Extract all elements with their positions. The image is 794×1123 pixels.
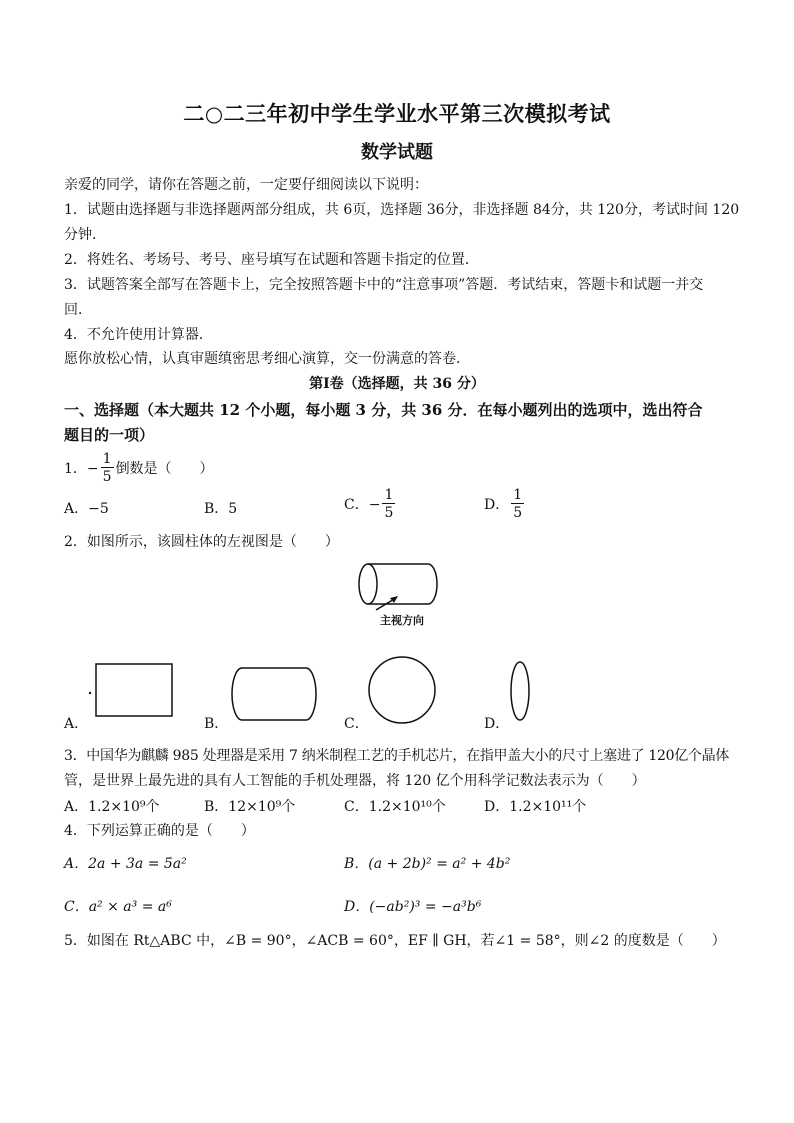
instruction-2: 2．将姓名、考场号、考号、座号填写在试题和答题卡指定的位置．	[64, 252, 479, 268]
instruction-3-line1: 3．试题答案全部写在答题卡上，完全按照答题卡中的“注意事项”答题．考试结束，答题卡和试题一并交	[64, 277, 704, 293]
section-heading-line2: 题目的一项）	[64, 426, 155, 444]
q1-c-fraction	[382, 488, 395, 520]
question-4-stem: 4．下列运算正确的是（ ）	[64, 823, 255, 839]
instructions-closing: 愿你放松心情，认真审题缜密思考细心演算，交一份满意的答卷．	[64, 351, 470, 367]
q1-c-den: 5	[384, 505, 394, 521]
q1-option-d	[484, 488, 526, 520]
exam-title: 二○二三年初中学生学业水平第三次模拟考试	[183, 101, 611, 126]
q1-fraction	[101, 452, 114, 484]
question-1-stem	[64, 452, 214, 484]
instruction-1-line1: 1．试题由选择题与非选择题两部分组成，共 6页，选择题 36分，非选择题 84分，共 120分，考试时间 120	[64, 202, 740, 218]
instructions-greeting: 亲爱的同学，请你在答题之前，一定要仔细阅读以下说明：	[64, 177, 428, 193]
q1-option-b: B．5	[204, 501, 238, 517]
question-5-stem: 5．如图在 Rt△ABC 中，∠B = 90°，∠ACB = 60°，EF ∥ GH，若∠1 = 58°，则∠2 的度数是（ ）	[64, 933, 726, 949]
q4-option-a: A．2a + 3a = 5a²	[64, 856, 187, 872]
q1-frac-num: 1	[102, 451, 112, 467]
exam-subtitle: 数学试题	[361, 142, 433, 163]
figure-view-direction-label: 主视方向	[380, 614, 424, 627]
q3-option-d: D．1.2×10¹¹个	[484, 799, 587, 815]
q3-option-b: B．12×10⁹个	[204, 799, 296, 815]
q1-d-num: 1	[513, 487, 523, 503]
q4-option-c: C．a² × a³ = a⁶	[64, 899, 172, 915]
q1-frac-den: 5	[102, 469, 112, 485]
instruction-1-line2: 分钟．	[64, 227, 106, 243]
q1-c-num: 1	[384, 487, 394, 503]
q2-option-d-ellipse	[508, 658, 532, 724]
q2-option-b-cylinder-side	[226, 664, 322, 724]
q3-option-c: C．1.2×10¹⁰个	[344, 799, 446, 815]
question-2-stem: 2．如图所示，该圆柱体的左视图是（ ）	[64, 534, 339, 550]
q2-option-b: B．	[204, 716, 229, 732]
instruction-3-line2: 回．	[64, 302, 92, 318]
q3-option-a: A．1.2×10⁹个	[64, 799, 160, 815]
q1-option-c	[344, 488, 397, 520]
question-3-line1: 3．中国华为麒麟 985 处理器是采用 7 纳米制程工艺的手机芯片，在指甲盖大小的尺寸上塞进了 120亿个晶体	[64, 748, 730, 764]
section-heading-line1: 一、选择题（本大题共 12 个小题，每小题 3 分，共 36 分．在每小题列出的选项中，选出符合	[64, 401, 703, 419]
q1-d-den: 5	[513, 505, 523, 521]
q1-suffix: 倒数是（ ）	[115, 461, 214, 477]
cylinder-figure	[352, 556, 444, 612]
question-3-line2: 管，是世界上最先进的具有人工智能的手机处理器，将 120 亿个用科学记数法表示为（ ）	[64, 773, 646, 789]
q4-option-d: D．(−ab²)³ = −a³b⁶	[344, 899, 482, 915]
q4-option-b: B．(a + 2b)² = a² + 4b²	[344, 856, 511, 872]
q2-option-c-circle	[362, 652, 442, 728]
q2-option-a: A．	[64, 716, 89, 732]
instruction-4: 4．不允许使用计算器．	[64, 327, 213, 343]
q1-prefix: 1．−	[64, 461, 99, 477]
part1-heading: 第Ⅰ卷（选择题，共 36 分）	[309, 376, 485, 392]
q1-d-prefix: D．	[484, 497, 510, 513]
q1-d-fraction	[511, 488, 524, 520]
q1-option-a: A．−5	[64, 501, 109, 517]
q1-c-prefix: C．−	[344, 497, 381, 513]
q2-option-c: C．	[344, 716, 369, 732]
q2-option-d: D．	[484, 716, 510, 732]
q2-option-a-rectangle	[86, 660, 176, 720]
